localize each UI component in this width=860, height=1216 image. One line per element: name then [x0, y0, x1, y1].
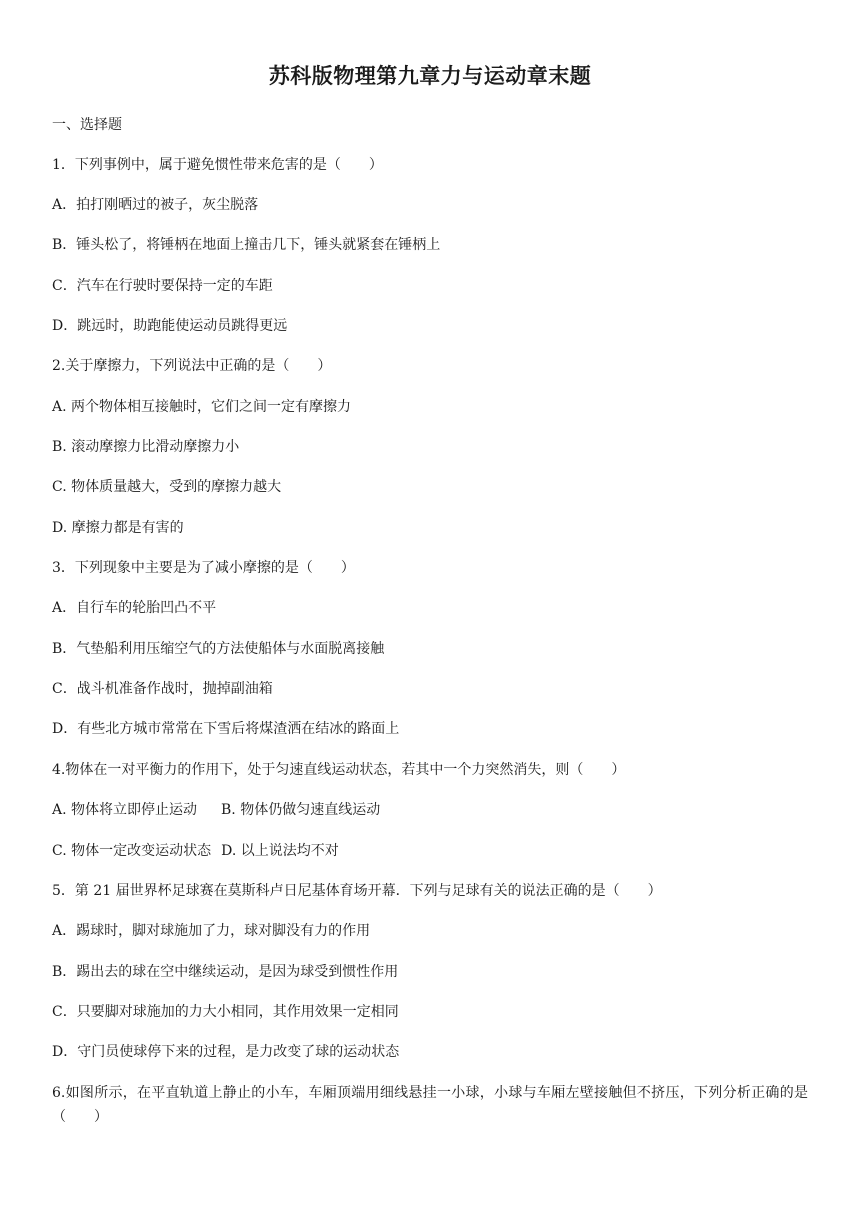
question-3-option-a: A．自行车的轮胎凹凸不平 — [52, 600, 217, 616]
question-4-option-c: C. 物体一定改变运动状态 — [52, 843, 212, 859]
question-5-option-b: B．踢出去的球在空中继续运动，是因为球受到惯性作用 — [52, 964, 399, 980]
section-heading: 一、选择题 — [52, 117, 122, 133]
question-4-option-d: D. 以上说法均不对 — [221, 843, 339, 859]
question-2-option-b: B. 滚动摩擦力比滑动摩擦力小 — [52, 439, 240, 455]
question-1-stem: 1．下列事例中，属于避免惯性带来危害的是（ ） — [52, 157, 383, 173]
question-6-stem: 6.如图所示，在平直轨道上静止的小车，车厢顶端用细线悬挂一小球，小球与车厢左壁接触但不挤压，下列分析正确的是（ ） — [52, 1085, 808, 1125]
question-1-option-c: C．汽车在行驶时要保持一定的车距 — [52, 278, 273, 294]
question-5-option-c: C．只要脚对球施加的力大小相同，其作用效果一定相同 — [52, 1004, 399, 1020]
question-2-option-a: A. 两个物体相互接触时，它们之间一定有摩擦力 — [52, 399, 352, 415]
question-4-option-b: B. 物体仍做匀速直线运动 — [221, 802, 381, 818]
question-4-option-a: A. 物体将立即停止运动 — [52, 802, 198, 818]
question-2-option-d: D. 摩擦力都是有害的 — [52, 520, 184, 536]
question-3-option-c: C．战斗机准备作战时，抛掉副油箱 — [52, 681, 273, 697]
question-5-option-a: A．踢球时，脚对球施加了力，球对脚没有力的作用 — [52, 923, 371, 939]
document-title: 苏科版物理第九章力与运动章末题 — [268, 63, 592, 88]
question-3-option-b: B．气垫船利用压缩空气的方法使船体与水面脱离接触 — [52, 641, 385, 657]
question-2-option-c: C. 物体质量越大，受到的摩擦力越大 — [52, 479, 282, 495]
question-5-stem: 5．第 21 届世界杯足球赛在莫斯科卢日尼基体育场开幕．下列与足球有关的说法正确的是（ ） — [52, 883, 662, 899]
question-4-options-row-1 — [52, 800, 812, 820]
question-4-options-row-2 — [52, 841, 812, 861]
question-5-option-d: D．守门员使球停下来的过程，是力改变了球的运动状态 — [52, 1044, 400, 1060]
question-1-option-a: A．拍打刚晒过的被子，灰尘脱落 — [52, 197, 259, 213]
question-3-stem: 3．下列现象中主要是为了减小摩擦的是（ ） — [52, 560, 355, 576]
question-3-option-d: D．有些北方城市常常在下雪后将煤渣洒在结冰的路面上 — [52, 721, 400, 737]
question-1-option-d: D．跳远时，助跑能使运动员跳得更远 — [52, 318, 288, 334]
question-4-stem: 4.物体在一对平衡力的作用下，处于匀速直线运动状态，若其中一个力突然消失，则（ ） — [52, 762, 626, 778]
question-2-stem: 2.关于摩擦力，下列说法中正确的是（ ） — [52, 358, 332, 374]
question-1-option-b: B．锤头松了，将锤柄在地面上撞击几下，锤头就紧套在锤柄上 — [52, 237, 441, 253]
